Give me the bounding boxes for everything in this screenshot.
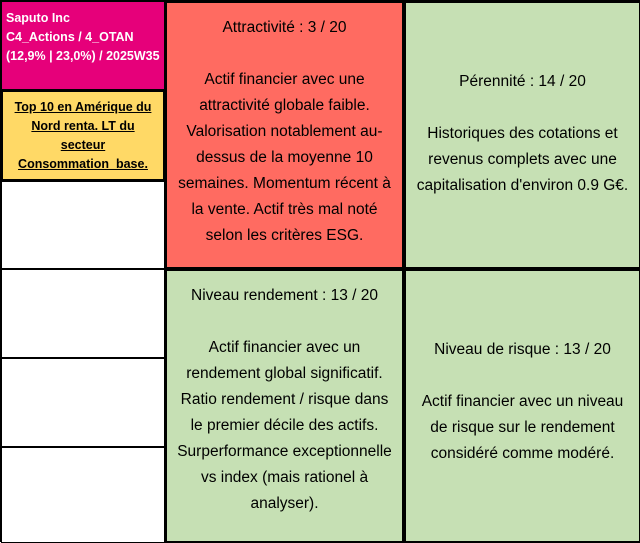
ranking-text: Top 10 en Amérique du Nord renta. LT du secteur Consommation_base. <box>14 99 152 171</box>
empty-cell-3 <box>1 358 165 447</box>
risque-panel <box>404 269 640 543</box>
ranking-cell <box>1 90 165 181</box>
asset-name: Saputo Inc <box>6 11 70 25</box>
empty-cell-2 <box>1 269 165 358</box>
attractivite-panel <box>165 1 404 269</box>
asset-title-cell <box>1 1 165 90</box>
attractivite-description: Actif financier avec une attractivité globale faible. Valorisation notablement au-dessus de la moyenne 10 semaines. Momentum récent à la vente. Actif très mal noté selon les critères ESG. <box>178 71 391 244</box>
asset-stats: (12,9% | 23,0%) / 2025W35 <box>6 49 160 63</box>
risque-title: Niveau de risque : 13 / 20 <box>434 341 611 358</box>
perennite-title: Pérennité : 14 / 20 <box>459 73 586 90</box>
perennite-panel <box>404 1 640 269</box>
risque-description: Actif financier avec un niveau de risque sur le rendement considéré comme modéré. <box>421 393 624 462</box>
rendement-panel <box>165 269 404 543</box>
asset-category: C4_Actions / 4_OTAN <box>6 30 134 44</box>
rendement-description: Actif financier avec un rendement global significatif. Ratio rendement / risque dans le premier décile des actifs. Surperformance exceptionnelle vs index (mais rationel à analyser). <box>177 339 392 512</box>
rendement-title: Niveau rendement : 13 / 20 <box>191 287 378 304</box>
empty-cell-4 <box>1 447 165 543</box>
attractivite-title: Attractivité : 3 / 20 <box>222 19 347 36</box>
empty-cell-1 <box>1 181 165 269</box>
perennite-description: Historiques des cotations et revenus complets avec une capitalisation d'environ 0.9 G€. <box>416 125 629 194</box>
